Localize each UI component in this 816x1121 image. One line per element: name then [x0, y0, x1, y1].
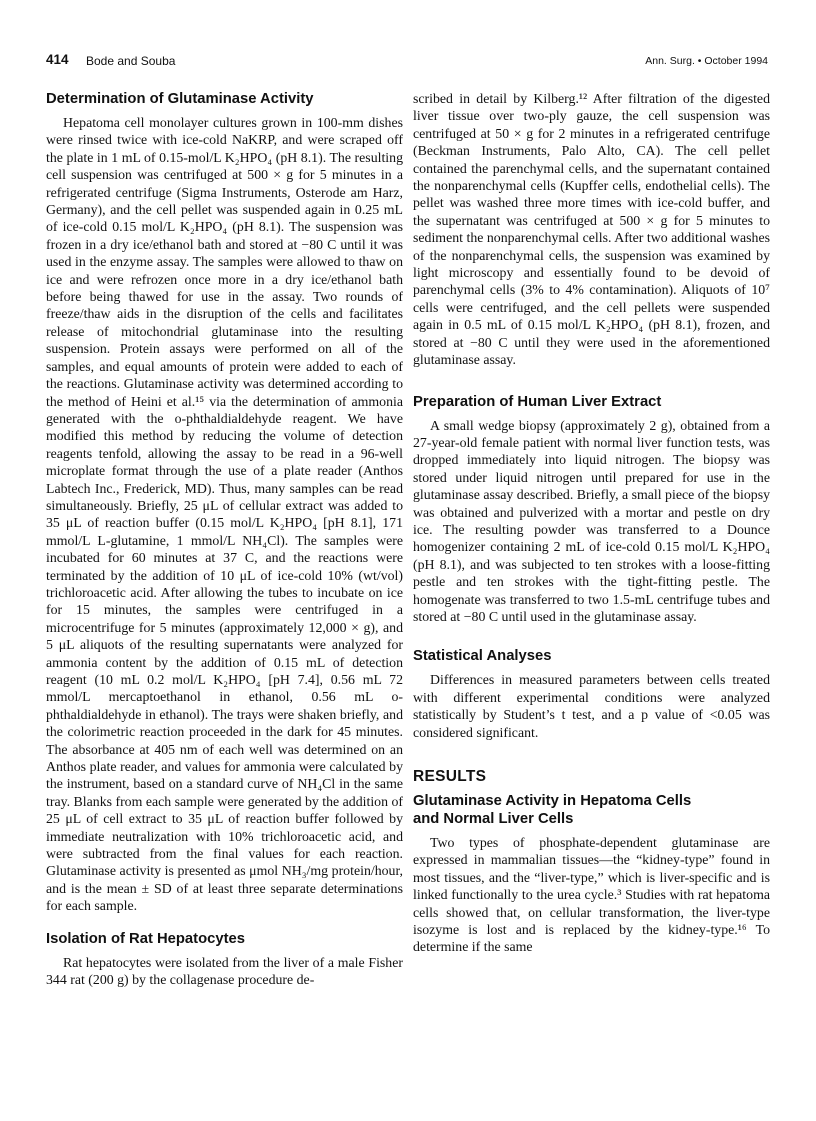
section-heading-hepatocytes: Isolation of Rat Hepatocytes [46, 930, 245, 947]
section-heading-glutaminase: Determination of Glutaminase Activity [46, 91, 314, 107]
running-head [46, 53, 768, 69]
section-heading-liver-extract: Preparation of Human Liver Extract [413, 393, 662, 410]
paragraph-results: Two types of phosphate-dependent glutaminase are expressed in mammalian tissues—the “kidney-type” found in most tissues, and the “liver-type,” which is liver-specific and is linked functionally to the urea cycle.³ Studies with rat hepatoma cells showed that, on cellular transformation, the liver-type isozyme is lost and is replaced by the kidney-type.¹⁶ To determine if the same [413, 835, 770, 955]
right-column [413, 90, 770, 956]
paragraph-hepatocytes-continued: scribed in detail by Kilberg.¹² After filtration of the digested liver tissue over two-ply gauze, the cell suspension was centrifuged at 50 × g for 2 minutes in a refrigerated centrifuge (Beckman Instruments, Palo Alto, CA). The cell pellet contained the parenchymal cells, and the supernatant contained the nonparenchymal cells (Kupffer cells, endothelial cells). The pellet was washed three more times with ice-cold buffer, and the supernatant was centrifuged at 500 × g for 5 minutes to sediment the nonparenchymal cells. After two additional washes of the nonparenchymal cells, the suspension was examined by light microscopy and essentially found to be devoid of parenchymal cells (3% to 4% contamination). Aliquots of 10⁷ cells were centrifuged, and the cell pellets were suspended again in 0.5 mL of 0.15 mol/L K₂HPO₄ (pH 8.1), frozen, and stored at −80 C until they were used in the aforementioned glutaminase assay. [413, 91, 770, 368]
subheading-results-line1: Glutaminase Activity in Hepatoma Cells [413, 793, 692, 809]
subheading-results-line2: and Normal Liver Cells [413, 811, 574, 827]
paragraph-hepatocytes-start: Rat hepatocytes were isolated from the liver of a male Fisher 344 rat (200 g) by the collagenase procedure de- [46, 954, 403, 988]
running-head-authors: Bode and Souba [86, 54, 176, 68]
running-head-journal: Ann. Surg. • October 1994 [645, 55, 768, 67]
section-heading-results: RESULTS [413, 768, 487, 785]
paragraph-statistics: Differences in measured parameters between cells treated with different experimental conditions were analyzed statistically by Student’s t test, and a p value of <0.05 was considered significant. [413, 672, 770, 740]
page-number: 414 [46, 52, 69, 67]
section-heading-statistics: Statistical Analyses [413, 648, 552, 665]
left-column [46, 90, 403, 989]
paragraph-liver-extract: A small wedge biopsy (approximately 2 g), obtained from a 27-year-old female patient with normal liver function tests, was dropped immediately into liquid nitrogen. The biopsy was stored under liquid nitrogen until prepared for use in the glutaminase assay described. Briefly, a small piece of the biopsy was obtained and pulverized with a mortar and pestle on dry ice. The resulting powder was transferred to a Dounce homogenizer containing 2 mL of ice-cold 0.15 mol/L K₂HPO₄ (pH 8.1), and was subjected to ten strokes with a loose-fitting pestle and ten strokes with the tight-fitting pestle. The homogenate was transferred to two 1.5-mL centrifuge tubes and stored at −80 C until used in the glutaminase assay. [413, 417, 771, 624]
paragraph-glutaminase: Hepatoma cell monolayer cultures grown in 100-mm dishes were rinsed twice with ice-cold NaKRP, and were scraped off the plate in 1 mL of 0.15-mol/L K₂HPO₄ (pH 8.1). The resulting cell suspension was centrifuged at 500 × g for 5 minutes in a refrigerated centrifuge (Sigma Instruments, Osterode am Harz, Germany), and the cell pellet was suspended again in 0.25 mL of ice-cold 0.15 mol/L K₂HPO₄ (pH 8.1). The suspension was frozen in a dry ice/ethanol bath and stored at −80 C until it was used in the enzyme assay. The samples were allowed to thaw on ice and were refrozen once more in a dry ice/ethanol bath before being thawed for use in the assay. Two rounds of freeze/thaw aids in the disruption of the cells and facilitates release of mitochondrial glutaminase into the resulting suspension. Protein assays were performed on all of the samples, and equal amounts of protein were added to each of the reactions. Glutaminase activity was determined according to the method of Heini et al.¹⁵ via the determination of ammonia generated with the o-phthaldialdehyde reagent. We have modified this method by reducing the volume of detection reagents tenfold, allowing the assay to be read in a 96-well microplate format through the use of a plate reader (Anthos Labtech Inc., Frederick, MD). Thus, many samples can be read simultaneously. Briefly, 25 μL of cellular extract was added to 35 μL of reaction buffer (0.15 mol/L K₂HPO₄ [pH 8.1], 171 mmol/L L-glutamine, 1 mmol/L NH₄Cl). The samples were incubated for 60 minutes at 37 C, and the reactions were terminated by the addition of 10 μL of ice-cold 10% (wt/vol) trichloroacetic acid. After allowing the tubes to incubate on ice for 15 minutes, the samples were centrifuged in a microcentrifuge for 5 minutes (approximately 12,000 × g), and 5 μL aliquots of the resulting supernatants were analyzed for ammonia content by the addition of 0.15 mL of detection reagent (10 mL 0.2 mol/L K₂HPO₄ [pH 7.4], 0.56 mL 72 mmol/L mercaptoethanol in ethanol, 0.56 mL o-phthaldialdehyde in ethanol). The trays were shaken briefly, and the colorimetric reaction proceeded in the dark for 45 minutes. The absorbance at 405 nm of each well was determined on an Anthos plate reader, and values for ammonia were calculated by the instrument, based on a standard curve of NH₄Cl in the same tray. Blanks from each sample were generated by the addition of 25 μL of cell extract to 35 μL of reaction buffer followed by immediate neutralization with 10% trichloroacetic acid, and were subtracted from the final values for each reaction. Glutaminase activity is presented as μmol NH₃/mg protein/hour, and is the mean ± SD of at least three separate determinations for each sample. [46, 115, 403, 914]
